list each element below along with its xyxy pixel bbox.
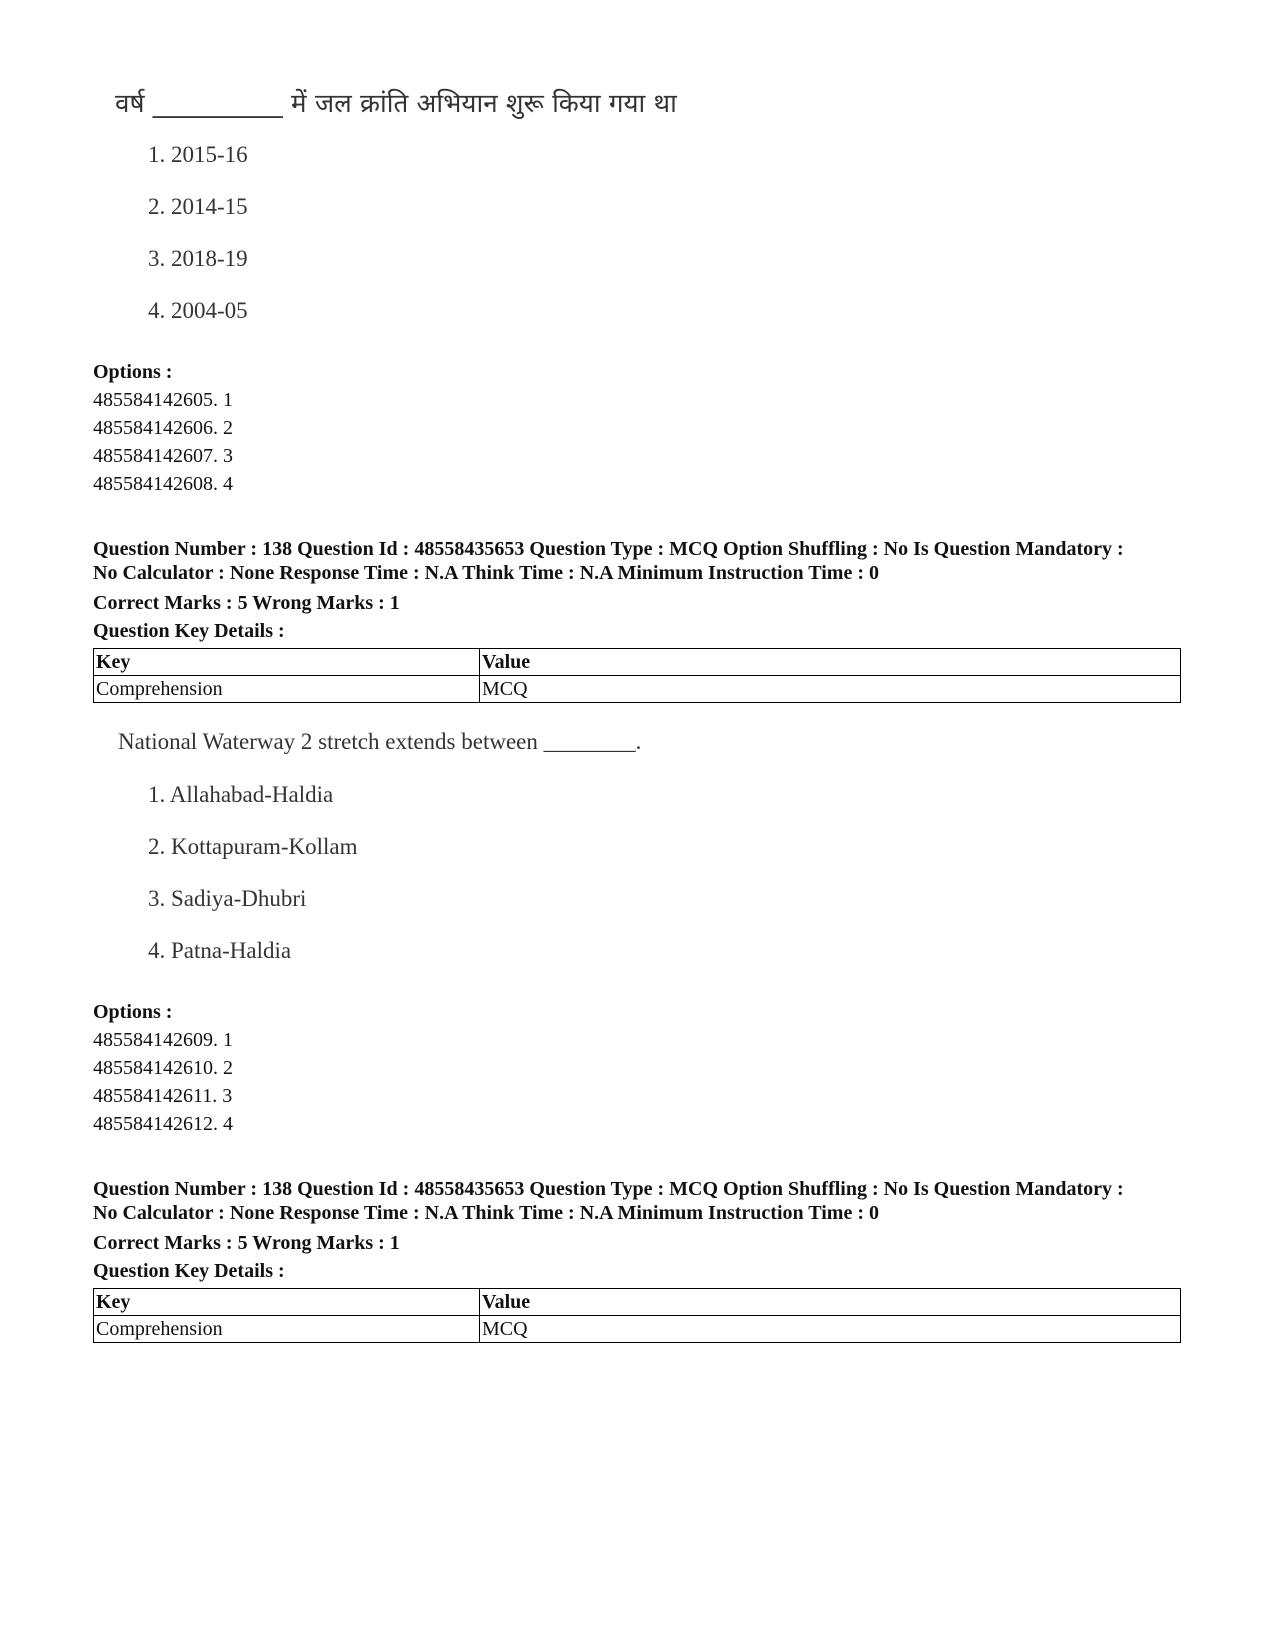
choice-4: 4. Patna-Haldia <box>148 938 292 963</box>
question-stem-english: National Waterway 2 stretch extends between ________. <box>118 729 642 754</box>
table-cell-value: MCQ <box>480 1316 1181 1343</box>
option-id-1: 485584142609. 1 <box>93 1029 233 1051</box>
option-id-3: 485584142611. 3 <box>93 1085 233 1107</box>
choice-3: 3. Sadiya-Dhubri <box>148 886 307 911</box>
option-id-4: 485584142612. 4 <box>93 1113 233 1135</box>
choice-1: 1. 2015-16 <box>148 142 248 167</box>
table-cell-key: Comprehension <box>94 676 480 703</box>
option-id-2: 485584142610. 2 <box>93 1057 233 1079</box>
key-details-heading: Question Key Details : <box>93 620 285 642</box>
table-header-row <box>94 1289 1181 1316</box>
question-meta-line-1: Question Number : 138 Question Id : 48558435653 Question Type : MCQ Option Shuffling : No Is Question Mandatory : <box>93 538 1124 560</box>
option-id-3: 485584142607. 3 <box>93 445 233 467</box>
key-details-table <box>93 1288 1181 1343</box>
key-details-table <box>93 648 1181 703</box>
question-meta <box>93 537 1193 585</box>
marks-line: Correct Marks : 5 Wrong Marks : 1 <box>93 592 400 614</box>
table-row <box>94 1316 1181 1343</box>
options-heading: Options : <box>93 1001 173 1023</box>
table-header-key: Key <box>94 1289 480 1316</box>
question-meta <box>93 1177 1193 1225</box>
choice-2: 2. Kottapuram-Kollam <box>148 834 358 859</box>
choice-4: 4. 2004-05 <box>148 298 248 323</box>
key-details-heading: Question Key Details : <box>93 1260 285 1282</box>
table-header-value: Value <box>480 1289 1181 1316</box>
option-id-2: 485584142606. 2 <box>93 417 233 439</box>
option-id-4: 485584142608. 4 <box>93 473 233 495</box>
question-meta-line-2: No Calculator : None Response Time : N.A Think Time : N.A Minimum Instruction Time : 0 <box>93 1202 879 1224</box>
option-id-1: 485584142605. 1 <box>93 389 233 411</box>
table-row <box>94 676 1181 703</box>
choice-3: 3. 2018-19 <box>148 246 248 271</box>
choice-2: 2. 2014-15 <box>148 194 248 219</box>
marks-line: Correct Marks : 5 Wrong Marks : 1 <box>93 1232 400 1254</box>
table-header-row <box>94 649 1181 676</box>
table-cell-value: MCQ <box>480 676 1181 703</box>
table-cell-key: Comprehension <box>94 1316 480 1343</box>
question-meta-line-1: Question Number : 138 Question Id : 48558435653 Question Type : MCQ Option Shuffling : No Is Question Mandatory : <box>93 1178 1124 1200</box>
table-header-key: Key <box>94 649 480 676</box>
table-header-value: Value <box>480 649 1181 676</box>
question-meta-line-2: No Calculator : None Response Time : N.A Think Time : N.A Minimum Instruction Time : 0 <box>93 562 879 584</box>
options-heading: Options : <box>93 361 173 383</box>
choice-1: 1. Allahabad-Haldia <box>148 782 334 807</box>
question-stem-hindi: वर्ष __________ में जल क्रांति अभियान शुरू किया गया था <box>115 89 677 119</box>
